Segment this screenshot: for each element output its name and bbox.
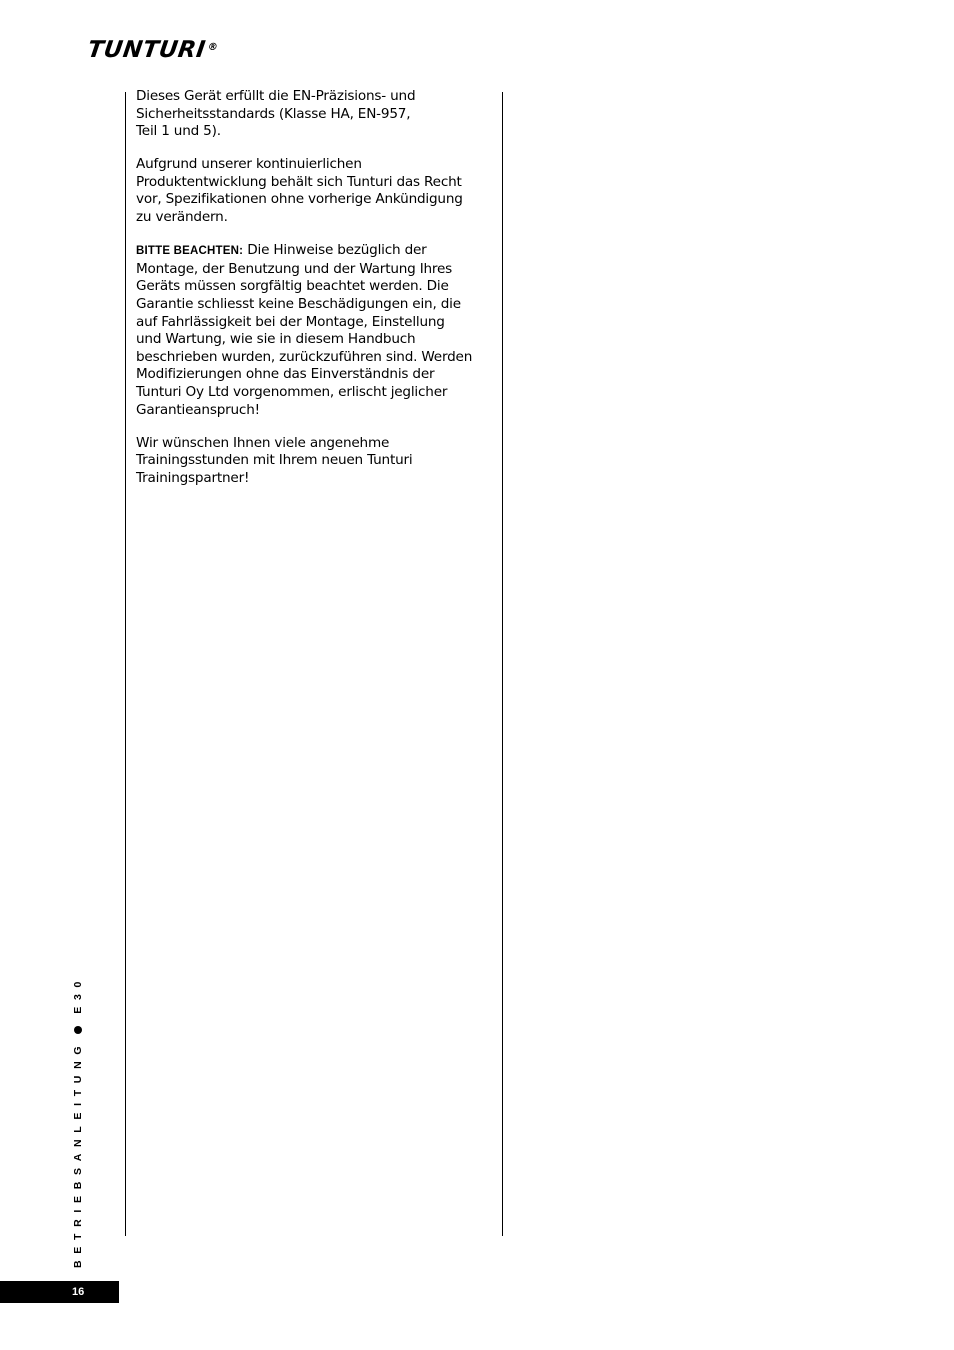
model-name: E30 <box>72 974 84 1014</box>
closing-paragraph: Wir wünschen Ihnen viele angenehme Trainingsstunden mit Ihrem neuen Tunturi Trainingspartner! <box>136 434 413 486</box>
note-label: BITTE BEACHTEN: <box>136 245 244 258</box>
development-paragraph: Aufgrund unserer kontinuierlichen Produktentwicklung behält sich Tunturi das Recht vor, Spezifikationen ohne vorherige Ankündigung zu verändern. <box>136 156 463 226</box>
page-number-box <box>0 1281 119 1303</box>
standards-paragraph: Dieses Gerät erfüllt die EN-Präzisions- und Sicherheitsstandards (Klasse HA, EN-957, Teil 1 und 5). <box>136 88 416 140</box>
registered-mark: ® <box>207 42 220 53</box>
bullet-dot-icon <box>74 1026 82 1034</box>
note-paragraph <box>136 242 486 419</box>
column-divider-left <box>125 92 126 1236</box>
note-text: Die Hinweise bezüglich der Montage, der Benutzung und der Wartung Ihres Geräts müssen sorgfältig beachtet werden. Die Garantie schliesst keine Beschädigungen ein, die auf Fahrlässigkeit bei der Montage, Einstellung und Wartung, wie sie in diesem Handbuch beschrieben wurden, zurückzuführen sind. Werden Modifizierungen ohne das Einverständnis der Tunturi Oy Ltd vorgenommen, erlischt jeglicher Garantieanspruch! <box>136 242 473 418</box>
main-text-column <box>136 88 486 503</box>
logo-text: TUNTURI <box>85 37 208 63</box>
tunturi-logo <box>86 38 220 62</box>
vertical-manual-label <box>70 975 86 1268</box>
manual-title: BETRIEBSANLEITUNG <box>72 1039 84 1268</box>
page-number: 16 <box>72 1286 85 1298</box>
column-divider-right <box>502 92 503 1236</box>
